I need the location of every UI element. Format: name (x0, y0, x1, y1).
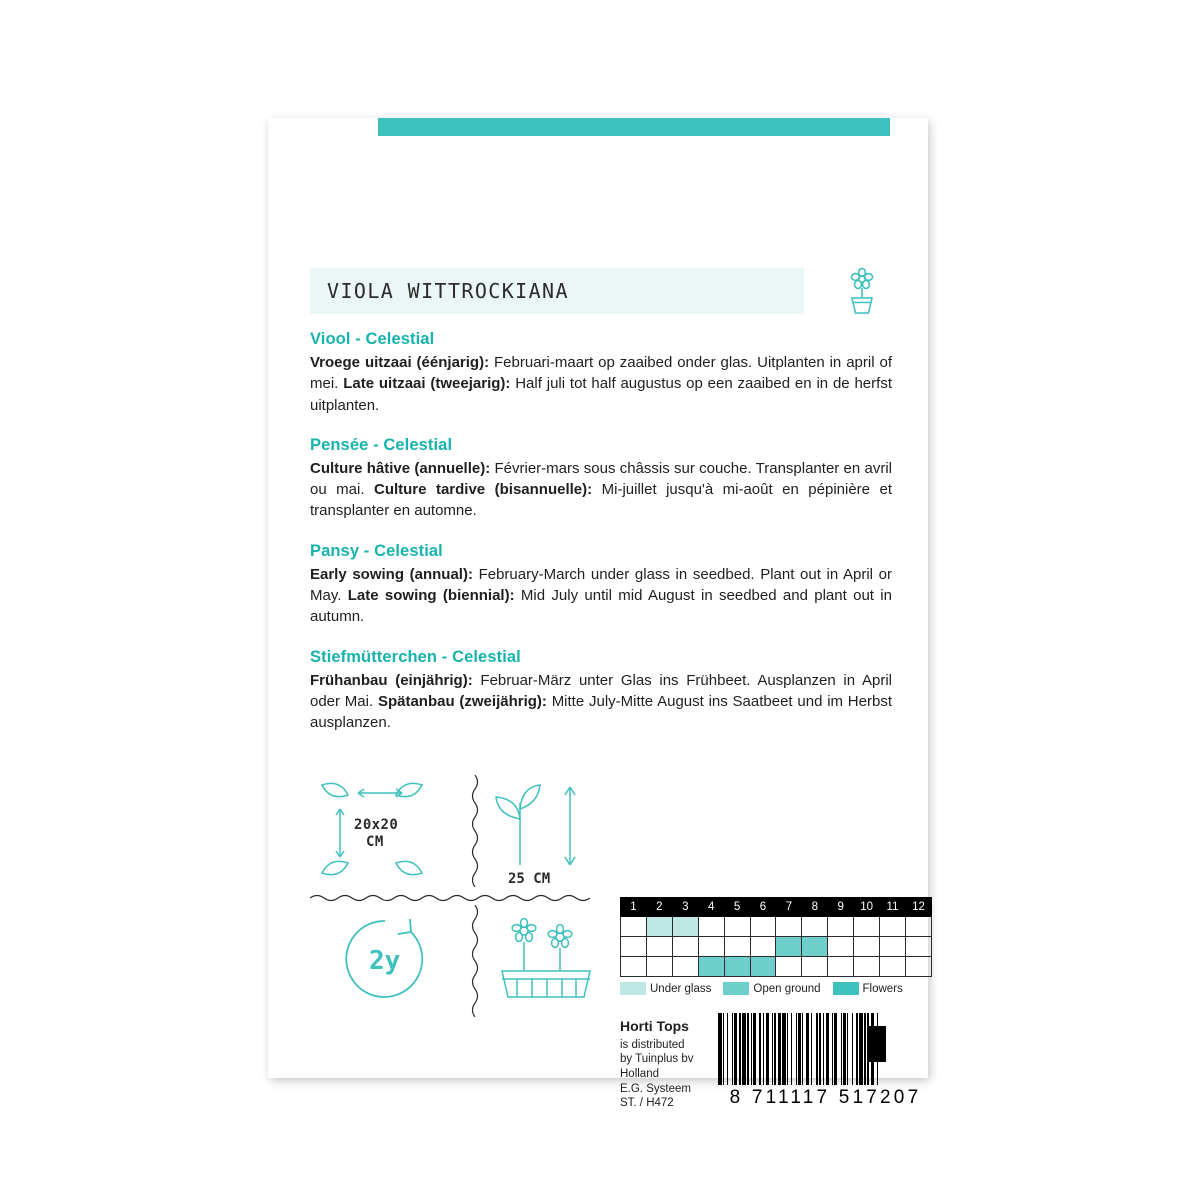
seed-tray-pictogram (486, 905, 606, 1017)
cell (724, 957, 750, 977)
cell (621, 957, 647, 977)
calendar-table (620, 897, 932, 977)
instruction-block-de (310, 648, 892, 734)
cell (776, 957, 802, 977)
legend-item-open-ground (723, 982, 820, 995)
brand-line-5: ST. / H472 (620, 1097, 674, 1110)
month-4: 4 (698, 898, 724, 917)
bold-lead-2: Culture tardive (bisannuelle): (373, 481, 593, 499)
legend-item-under-glass (620, 982, 711, 995)
text-1: Februari-maart op zaaibed onder glas. Uitplanten in april of mei. (310, 354, 892, 393)
instruction-block-en (310, 542, 892, 628)
legend-swatch-under-glass (620, 982, 646, 995)
month-11: 11 (880, 898, 906, 917)
bold-lead-1: Culture hâtive (annuelle): (310, 459, 491, 477)
bold-lead-2: Late sowing (biennial): (347, 587, 515, 605)
cell (646, 937, 672, 957)
spacing-label-line1: 20x20 (354, 817, 399, 833)
month-5: 5 (724, 898, 750, 917)
instruction-block-nl (310, 330, 892, 416)
cell (672, 937, 698, 957)
month-9: 9 (828, 898, 854, 917)
block-text-en (310, 564, 892, 628)
cell (880, 957, 906, 977)
bold-lead-1: Early sowing (annual): (310, 565, 473, 583)
calendar-row-flowers (621, 957, 932, 977)
cell (802, 937, 828, 957)
life-cycle-pictogram (310, 905, 460, 1017)
spacing-label-line2: CM (366, 834, 384, 850)
cell (802, 917, 828, 937)
text-1: Februar-März unter Glas ins Frühbeet. Ausplanzen in April oder Mai. (310, 671, 892, 710)
text-1: Février-mars sous châssis sur couche. Transplanter en avril ou mai. (310, 459, 893, 499)
sowing-calendar (620, 897, 932, 995)
month-2: 2 (646, 898, 672, 917)
month-3: 3 (672, 898, 698, 917)
cell (724, 917, 750, 937)
brand-line-1: is distributed (620, 1038, 685, 1051)
month-1: 1 (621, 898, 647, 917)
text-2: Mitte July-Mitte August ins Saatbeet und im Herbst ausplanzen. (310, 692, 892, 732)
legend-item-flowers (833, 982, 903, 995)
cell (672, 957, 698, 977)
cell (905, 957, 931, 977)
block-heading-en: Pansy - Celestial (310, 541, 443, 560)
seed-packet-back (268, 118, 928, 1110)
month-8: 8 (802, 898, 828, 917)
block-heading-de: Stiefmütterchen - Celestial (310, 647, 521, 666)
cell (646, 957, 672, 977)
legend-label-flowers: Flowers (862, 982, 903, 995)
text-2: Mi-juillet jusqu'à mi-août en pépinière et transplanter en automne. (310, 481, 892, 520)
plant-height-pictogram (486, 773, 596, 888)
month-6: 6 (750, 898, 776, 917)
cell (828, 917, 854, 937)
latin-name-box (310, 268, 804, 314)
cell (905, 937, 931, 957)
wavy-divider-vertical-bottom (470, 905, 480, 1017)
legend-label-open-ground: Open ground (753, 982, 821, 995)
height-label: 25 CM (508, 871, 551, 887)
latin-name: VIOLA WITTROCKIANA (327, 279, 569, 303)
pictogram-area (310, 773, 925, 1110)
barcode-bars (718, 1013, 933, 1085)
cell (698, 937, 724, 957)
cell (750, 937, 776, 957)
instruction-block-fr (310, 436, 892, 522)
cell (646, 917, 672, 937)
title-row (310, 268, 890, 314)
month-7: 7 (776, 898, 802, 917)
years-label: 2y (369, 946, 401, 976)
text-1: February-March under glass in seedbed. Plant out in April or May. (310, 565, 892, 605)
calendar-header-row (621, 898, 932, 917)
block-text-nl (310, 352, 892, 416)
block-text-de (310, 670, 892, 734)
brand-line-2: by Tuinplus bv (620, 1053, 694, 1066)
flower-pot-icon (834, 266, 890, 318)
cell (621, 937, 647, 957)
cell (880, 917, 906, 937)
bold-lead-1: Frühanbau (einjährig): (310, 671, 473, 689)
barcode (718, 1013, 933, 1109)
cell (828, 957, 854, 977)
text-2: Mid July until mid August in seedbed and plant out in autumn. (310, 587, 892, 626)
legend-label-under-glass: Under glass (650, 982, 712, 995)
calendar-row-under-glass (621, 917, 932, 937)
text-2: Half juli tot half augustus op een zaaibed en in de herfst uitplanten. (310, 375, 892, 414)
top-accent-bar (378, 118, 890, 136)
print-registration-mark (868, 1026, 886, 1062)
cell (776, 937, 802, 957)
brand-line-3: Holland (620, 1067, 659, 1080)
wavy-divider-horizontal (310, 893, 598, 903)
block-heading-nl: Viool - Celestial (310, 330, 435, 348)
cell (880, 937, 906, 957)
brand-line-4: E.G. Systeem (620, 1082, 691, 1095)
cell (750, 917, 776, 937)
cell (854, 957, 880, 977)
wavy-divider-vertical-top (470, 775, 480, 887)
barcode-number: 8 711117 517207 (729, 1087, 922, 1108)
cell (905, 917, 931, 937)
bold-lead-1: Vroege uitzaai (éénjarig): (310, 354, 490, 371)
block-heading-fr: Pensée - Celestial (310, 435, 453, 454)
plant-spacing-pictogram (310, 773, 460, 888)
calendar-legend (620, 982, 932, 995)
cell (802, 957, 828, 977)
cell (698, 957, 724, 977)
bold-lead-2: Spätanbau (zweijährig): (377, 692, 547, 710)
instruction-blocks (310, 330, 892, 754)
cell (621, 917, 647, 937)
cell (672, 917, 698, 937)
block-text-fr (310, 458, 892, 522)
month-10: 10 (854, 898, 880, 917)
cell (750, 957, 776, 977)
cell (698, 917, 724, 937)
cell (724, 937, 750, 957)
calendar-row-open-ground (621, 937, 932, 957)
cell (776, 917, 802, 937)
cell (854, 937, 880, 957)
brand-name: Horti Tops (620, 1018, 689, 1034)
cell (854, 917, 880, 937)
bold-lead-2: Late uitzaai (tweejarig): (343, 375, 511, 393)
legend-swatch-flowers (833, 982, 859, 995)
cell (828, 937, 854, 957)
legend-swatch-open-ground (723, 982, 749, 995)
month-12: 12 (905, 898, 931, 917)
